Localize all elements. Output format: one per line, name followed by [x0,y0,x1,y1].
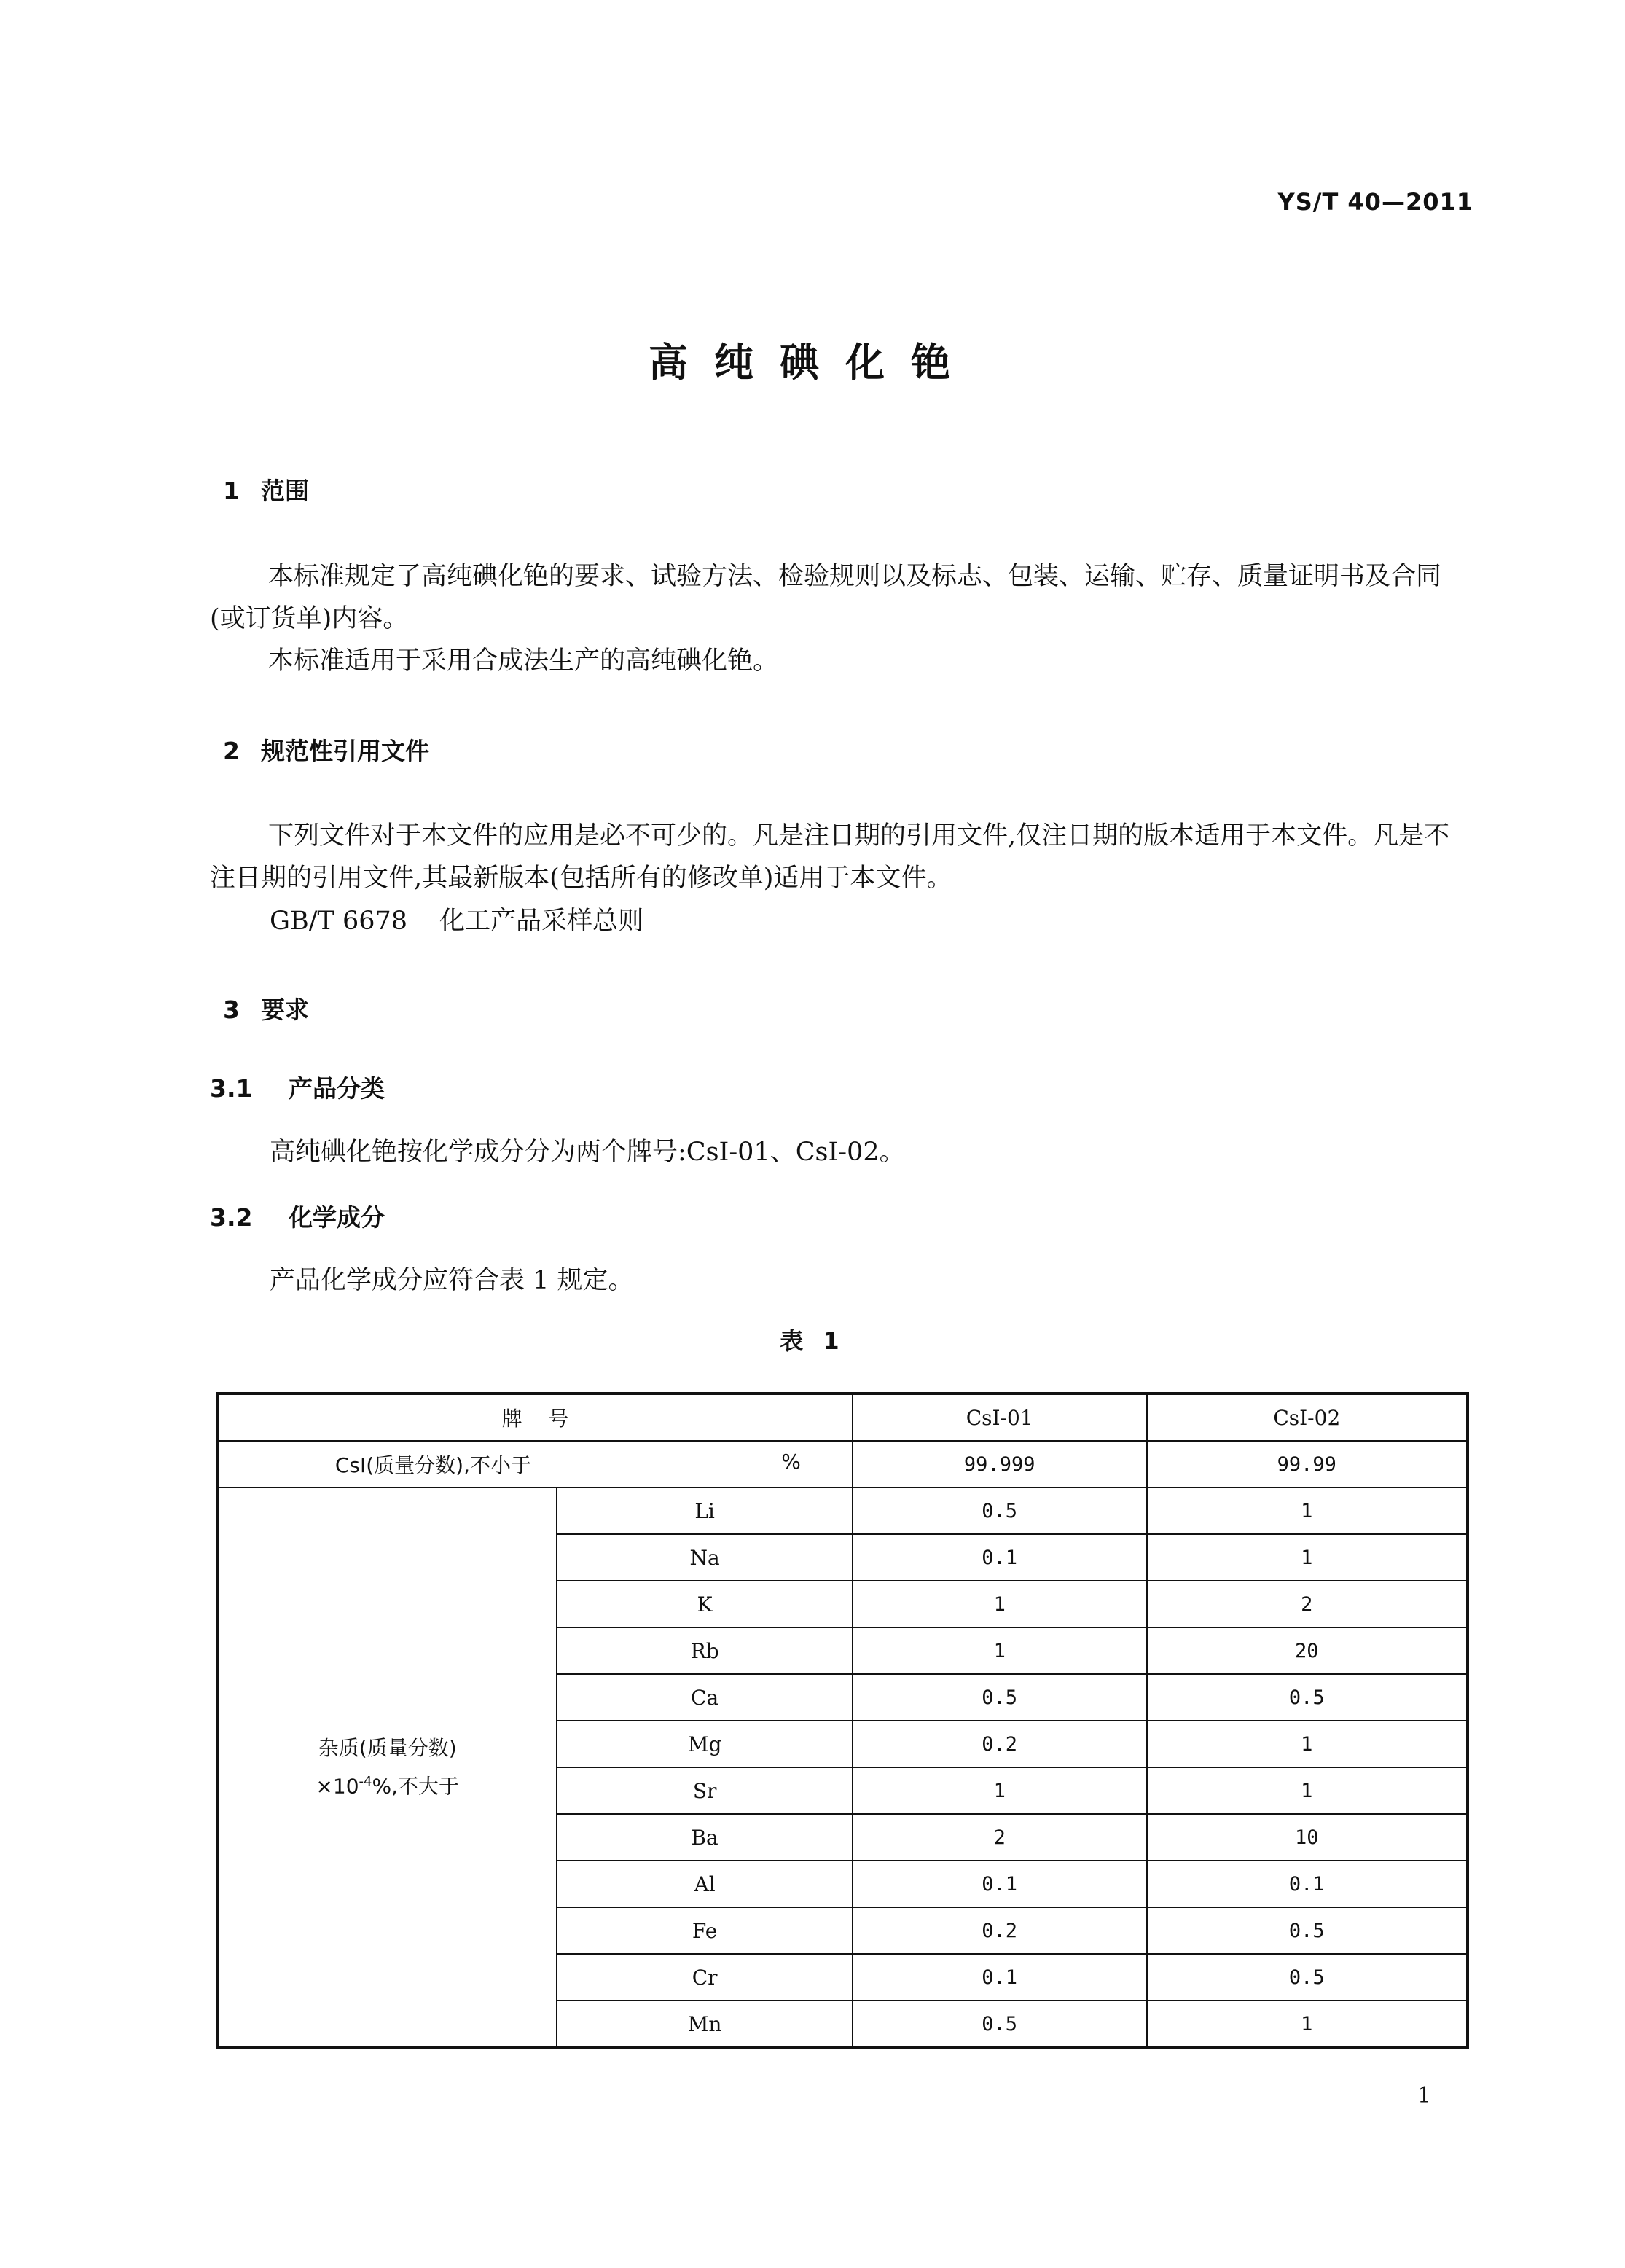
element-symbol: Fe [557,1907,852,1954]
section-number: 3 [223,996,240,1024]
impurity-unit-suffix: %,不大于 [372,1774,459,1799]
element-symbol: K [557,1581,852,1627]
element-symbol: Mg [557,1721,852,1767]
section-1-heading [223,472,309,507]
element-symbol: Mn [557,2001,852,2048]
impurity-unit-prefix: ×10 [316,1774,359,1799]
element-symbol: Cr [557,1954,852,2001]
value-csi-02: 0.1 [1147,1861,1468,1907]
table-header-row [217,1393,1468,1441]
document-title: 高纯碘化铯 [649,340,976,386]
value-csi-01: 2 [853,1814,1147,1861]
value-csi-01: 0.1 [853,1954,1147,2001]
value-csi-02: 0.5 [1147,1954,1468,2001]
chemical-composition-table [216,1392,1469,2049]
value-csi-02: 1 [1147,1534,1468,1581]
section-3-2-paragraph: 产品化学成分应符合表 1 规定。 [270,1266,634,1295]
section-title: 范围 [261,477,309,505]
element-symbol: Li [557,1487,852,1534]
grade-csi-01-header: CsI-01 [853,1393,1147,1441]
section-title: 要求 [261,996,309,1024]
section-2-heading [223,732,429,767]
value-csi-01: 0.2 [853,1907,1147,1954]
reference-code: GB/T 6678 [270,907,408,936]
purity-unit: % [781,1450,801,1474]
section-title: 化学成分 [289,1203,385,1232]
element-symbol: Al [557,1861,852,1907]
section-number: 3.1 [210,1074,253,1103]
normative-reference [270,900,1529,942]
value-csi-01: 0.5 [853,1674,1147,1721]
value-csi-01: 1 [853,1581,1147,1627]
impurity-unit-exponent: -4 [359,1773,372,1789]
purity-label: CsI(质量分数),不小于 [334,1453,531,1477]
value-csi-01: 0.5 [853,2001,1147,2048]
value-csi-01: 1 [853,1627,1147,1674]
purity-csi-02: 99.99 [1147,1441,1468,1487]
value-csi-02: 0.5 [1147,1907,1468,1954]
element-symbol: Sr [557,1767,852,1814]
reference-title: 化工产品采样总则 [439,907,644,936]
element-symbol: Ba [557,1814,852,1861]
impurity-label-cell [217,1487,557,2048]
section-1-paragraph-1: 本标准规定了高纯碘化铯的要求、试验方法、检验规则以及标志、包装、运输、贮存、质量证明书及合同(或订货单)内容。 [210,562,1442,633]
section-3-heading [223,991,309,1025]
impurity-label-line2 [219,1765,556,1803]
value-csi-02: 0.5 [1147,1674,1468,1721]
section-1-paragraph-2: 本标准适用于采用合成法生产的高纯碘化铯。 [268,646,779,676]
element-symbol: Rb [557,1627,852,1674]
section-number: 3.2 [210,1203,253,1232]
section-title: 产品分类 [289,1074,385,1103]
section-number: 1 [223,477,240,505]
grade-header-cell: 牌 号 [217,1393,853,1441]
impurity-rows [217,1487,1468,2048]
section-number: 2 [223,737,240,765]
purity-row [217,1441,1468,1487]
section-3-1-paragraph: 高纯碘化铯按化学成分分为两个牌号:CsI-01、CsI-02。 [270,1138,905,1167]
impurity-row-li [217,1487,1468,1534]
value-csi-01: 0.1 [853,1534,1147,1581]
value-csi-01: 0.1 [853,1861,1147,1907]
value-csi-01: 0.5 [853,1487,1147,1534]
standard-code: YS/T 40—2011 [1277,188,1473,216]
value-csi-02: 1 [1147,2001,1468,2048]
section-title: 规范性引用文件 [261,737,429,765]
value-csi-02: 2 [1147,1581,1468,1627]
page-number: 1 [1417,2083,1432,2108]
section-2-paragraph-1: 下列文件对于本文件的应用是必不可少的。凡是注日期的引用文件,仅注日期的版本适用于本文件。凡是不注日期的引用文件,其最新版本(包括所有的修改单)适用于本文件。 [210,821,1450,893]
element-symbol: Ca [557,1674,852,1721]
table-caption: 表 1 [780,1327,845,1355]
value-csi-02: 1 [1147,1487,1468,1534]
grade-csi-02-header: CsI-02 [1147,1393,1468,1441]
element-symbol: Na [557,1534,852,1581]
purity-label-cell [217,1441,853,1487]
section-3-2-heading [210,1199,385,1233]
impurity-label-line1: 杂质(质量分数) [318,1735,457,1760]
value-csi-01: 1 [853,1767,1147,1814]
value-csi-02: 1 [1147,1767,1468,1814]
section-3-1-heading [210,1070,385,1104]
value-csi-01: 0.2 [853,1721,1147,1767]
value-csi-02: 10 [1147,1814,1468,1861]
purity-csi-01: 99.999 [853,1441,1147,1487]
value-csi-02: 1 [1147,1721,1468,1767]
value-csi-02: 20 [1147,1627,1468,1674]
